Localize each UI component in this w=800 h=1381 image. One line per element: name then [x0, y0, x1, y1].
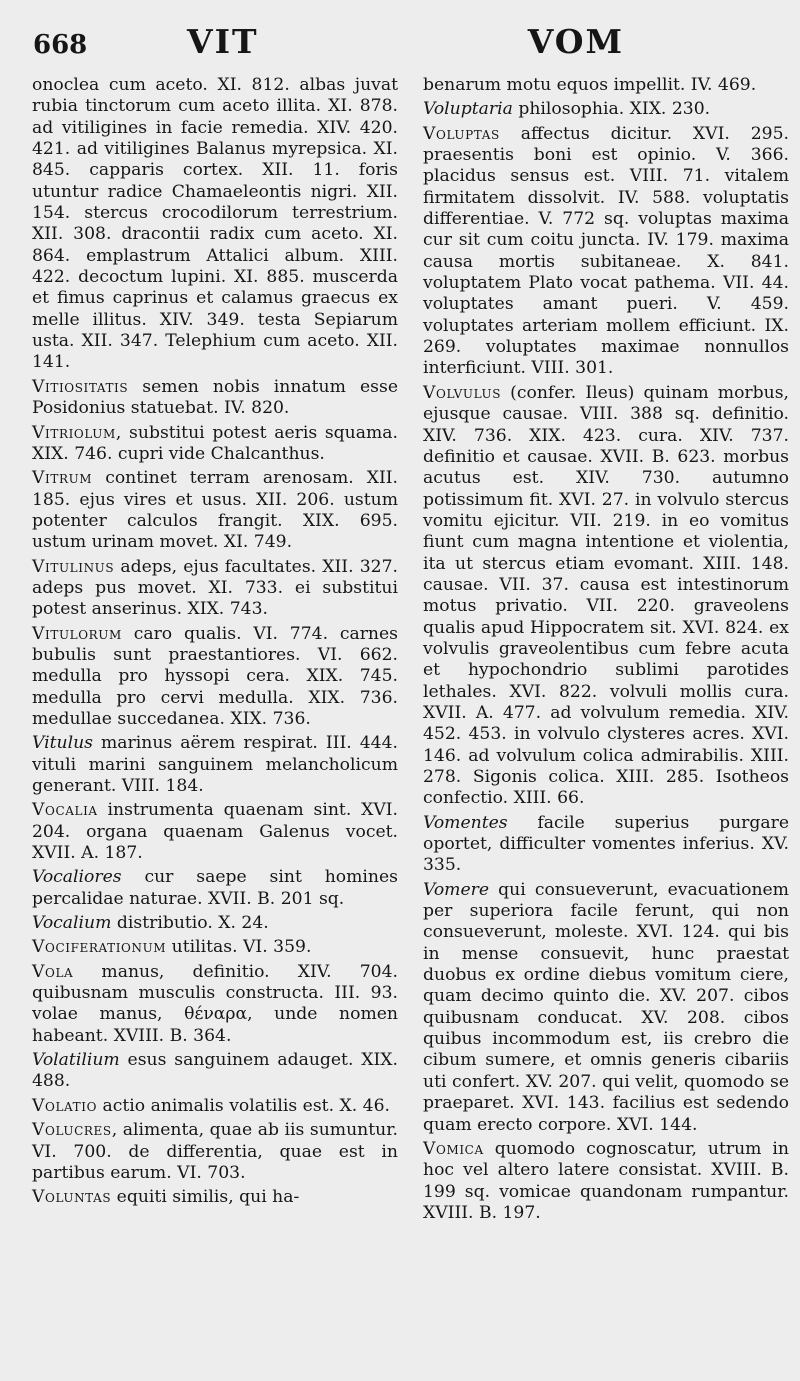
index-entry: [32, 624, 398, 731]
index-entry: [32, 867, 398, 910]
index-entry: [423, 813, 789, 877]
entry-headword: Voluptas: [423, 123, 500, 144]
entry-headword: Vocalium: [32, 913, 112, 934]
entry-text: esus sanguinem adauget. XIX. 488.: [32, 1050, 398, 1092]
index-entry: [32, 913, 398, 934]
entry-text: adeps, ejus facultates. XII. 327. adeps pus movet. XI. 733. ei substitui potest anserinus. XIX. 743.: [32, 556, 398, 620]
entry-text: continet terram arenosam. XII. 185. ejus vires et usus. XII. 206. ustum potenter calculos frangit. XIX. 695. ustum urinam movet. XI. 749.: [32, 468, 398, 553]
entry-headword: Volucres: [32, 1120, 112, 1141]
entry-text: actio animalis volatilis est. X. 46.: [97, 1095, 391, 1116]
entry-headword: Vitulinus: [32, 556, 115, 577]
entry-text: quomodo cognoscatur, utrum in hoc vel altero latere consistat. XVIII. B. 199 sq. vomicae quandonam rumpantur. XVIII. B. 197.: [423, 1138, 789, 1223]
entry-text: qui consueverunt, evacuationem per superiora facile ferunt, qui non consueverunt, moleste. XVI. 124. qui bis in mense consuevit, hunc praestat duobus ex ordine diebus vomitum ciere, quam decimo quinto die. XV. 207. cibos quibusnam conducat. XV. 208. cibos quibus incommodum est, iis crebro die cibum sumere, et omnis generis cibariis uti confert. XV. 207. qui velit, quomodo se praeparet. XVI. 143. facilius est sedendo quam erecto corpore. XVI. 144.: [423, 879, 789, 1135]
entry-headword: Vitiositatis: [32, 376, 129, 397]
index-entry: [32, 75, 398, 374]
entry-text: , alimenta, quae ab iis sumuntur. VI. 700. de differentia, quae est in partibus earum. VI. 703.: [32, 1120, 398, 1183]
entry-text: caro qualis. VI. 774. carnes bubulis sunt praestantiores. VI. 662. medulla pro hyssopi cera. XIX. 745. medulla pro cervi medulla. XIX. 736. medullae succedanea. XIX. 736.: [32, 623, 398, 729]
right-column: [423, 75, 789, 1227]
index-entry: [423, 1139, 789, 1224]
running-header: [30, 22, 770, 68]
index-entry: [32, 1120, 398, 1184]
entry-headword: Vocaliores: [32, 867, 122, 888]
entry-text: marinus aërem respirat. III. 444. vituli marini sanguinem melancholicum generant. VIII. 184.: [32, 733, 398, 796]
index-entry: [423, 383, 789, 810]
entry-text: benarum motu equos impellit. IV. 469.: [423, 75, 757, 95]
entry-headword: Vomentes: [423, 812, 508, 833]
entry-headword: Volatio: [32, 1095, 98, 1116]
index-entry: [32, 733, 398, 797]
index-entry: [32, 557, 398, 621]
entry-headword: Voluntas: [32, 1187, 112, 1208]
entry-headword: Vitulus: [32, 733, 93, 754]
entry-text: semen nobis innatum esse Posidonius statuebat. IV. 820.: [32, 376, 398, 419]
index-entry: [423, 124, 789, 380]
entry-headword: Voluptaria: [423, 99, 513, 120]
index-entry: [423, 75, 789, 96]
entry-text: manus, definitio. XIV. 704. quibusnam musculis constructa. III. 93. volae manus, θέναρα, unde nomen habeant. XVIII. B. 364.: [32, 961, 398, 1046]
entry-text: cur saepe sint homines percalidae naturae. XVII. B. 201 sq.: [32, 867, 398, 909]
right-running-head: VOM: [527, 22, 624, 61]
index-entry: [423, 99, 789, 120]
entry-headword: Vomica: [423, 1138, 484, 1159]
index-entry: [423, 880, 789, 1136]
page-number: 668: [33, 30, 88, 60]
index-entry: [32, 468, 398, 553]
entry-text: affectus dicitur. XVI. 295. praesentis boni est opinio. V. 366. placidus sensus est. VIII. 71. vitalem firmitatem dissolvit. IV. 588. voluptatis differentiae. V. 772 sq. voluptas maxima cur sit cum coitu juncta. IV. 179. maxima causa mortis subitaneae. X. 841. voluptatem Plato vocat pathema. VII. 44. voluptates amant pueri. V. 459. voluptates arteriam mollem efficiunt. IX. 269. voluptates maximae nonnullos interficiunt. VIII. 301.: [423, 123, 789, 379]
index-entry: [32, 962, 398, 1047]
entry-headword: Vitulorum: [32, 623, 122, 644]
entry-text: instrumenta quaenam sint. XVI. 204. organa quaenam Galenus vocet. XVII. A. 187.: [32, 800, 398, 864]
left-running-head: VIT: [187, 22, 259, 61]
entry-text: facile superius purgare oportet, difficulter vomentes inferius. XV. 335.: [423, 812, 789, 876]
entry-text: philosophia. XIX. 230.: [512, 99, 711, 120]
entry-headword: Vociferationum: [32, 937, 167, 958]
entry-headword: Vola: [32, 961, 74, 982]
entry-text: , substitui potest aeris squama. XIX. 746. cupri vide Chalcanthus.: [32, 422, 398, 464]
entry-headword: Vitrum: [32, 468, 93, 489]
index-entry: [32, 1187, 398, 1208]
index-entry: [32, 937, 398, 958]
entry-headword: Vomere: [423, 879, 490, 900]
index-entry: [32, 1050, 398, 1093]
entry-text: (confer. Ileus) quinam morbus, ejusque causae. VIII. 388 sq. definitio. XIV. 736. XIX. 423. cura. XIV. 737. definitio et causae. XVII. B. 623. morbus acutus est. XIV. 730. autumno potissimum fit. XVI. 27. in volvulo stercus vomitu ejicitur. VII. 219. in eo vomitus fiunt cum magna intentione et violentia, ita ut stercus etiam evomant. XIII. 148. causae. VII. 37. causa est intestinorum motus privatio. VII. 220. graveolens qualis apud Hippocratem sit. XVI. 824. ex volvulis graveolentibus cum febre acuta et hypochondrio sublimi parotides lethales. XVI. 822. volvuli mollis cura. XVII. A. 477. ad volvulum remedia. XIV. 452. 453. in volvulo clysteres acres. XVI. 146. ad volvulum colica admirabilis. XIII. 278. Sigonis colica. XIII. 285. Isotheos confectio. XIII. 66.: [423, 382, 789, 809]
entry-text: distributio. X. 24.: [111, 913, 269, 934]
entry-headword: Vocalia: [32, 800, 98, 821]
entry-headword: Volatilium: [32, 1050, 120, 1071]
entry-headword: Volvulus: [423, 382, 502, 403]
entry-text: equiti similis, qui ha-: [111, 1187, 300, 1208]
left-column: [32, 75, 398, 1212]
index-entry: [32, 377, 398, 420]
entry-headword: Vitriolum: [32, 422, 116, 443]
index-entry: [32, 423, 398, 466]
entry-text: utilitas. VI. 359.: [166, 937, 312, 958]
index-entry: [32, 1096, 398, 1117]
index-entry: [32, 800, 398, 864]
entry-text: onoclea cum aceto. XI. 812. albas juvat rubia tinctorum cum aceto illita. XI. 878. ad vitiligines in facie remedia. XIV. 420. 421. ad vitiligines Balanus myrepsica. XI. 845. capparis cortex. XII. 11. foris utuntur radice Chamaeleontis nigri. XII. 154. stercus crocodilorum terrestrium. XII. 308. dracontii radix cum aceto. XI. 864. emplastrum Attalici album. XIII. 422. decoctum lupini. XI. 885. muscerda et fimus caprinus et calamus graecus ex melle illitus. XIV. 349. testa Sepiarum usta. XII. 347. Telephium cum aceto. XII. 141.: [32, 75, 398, 373]
